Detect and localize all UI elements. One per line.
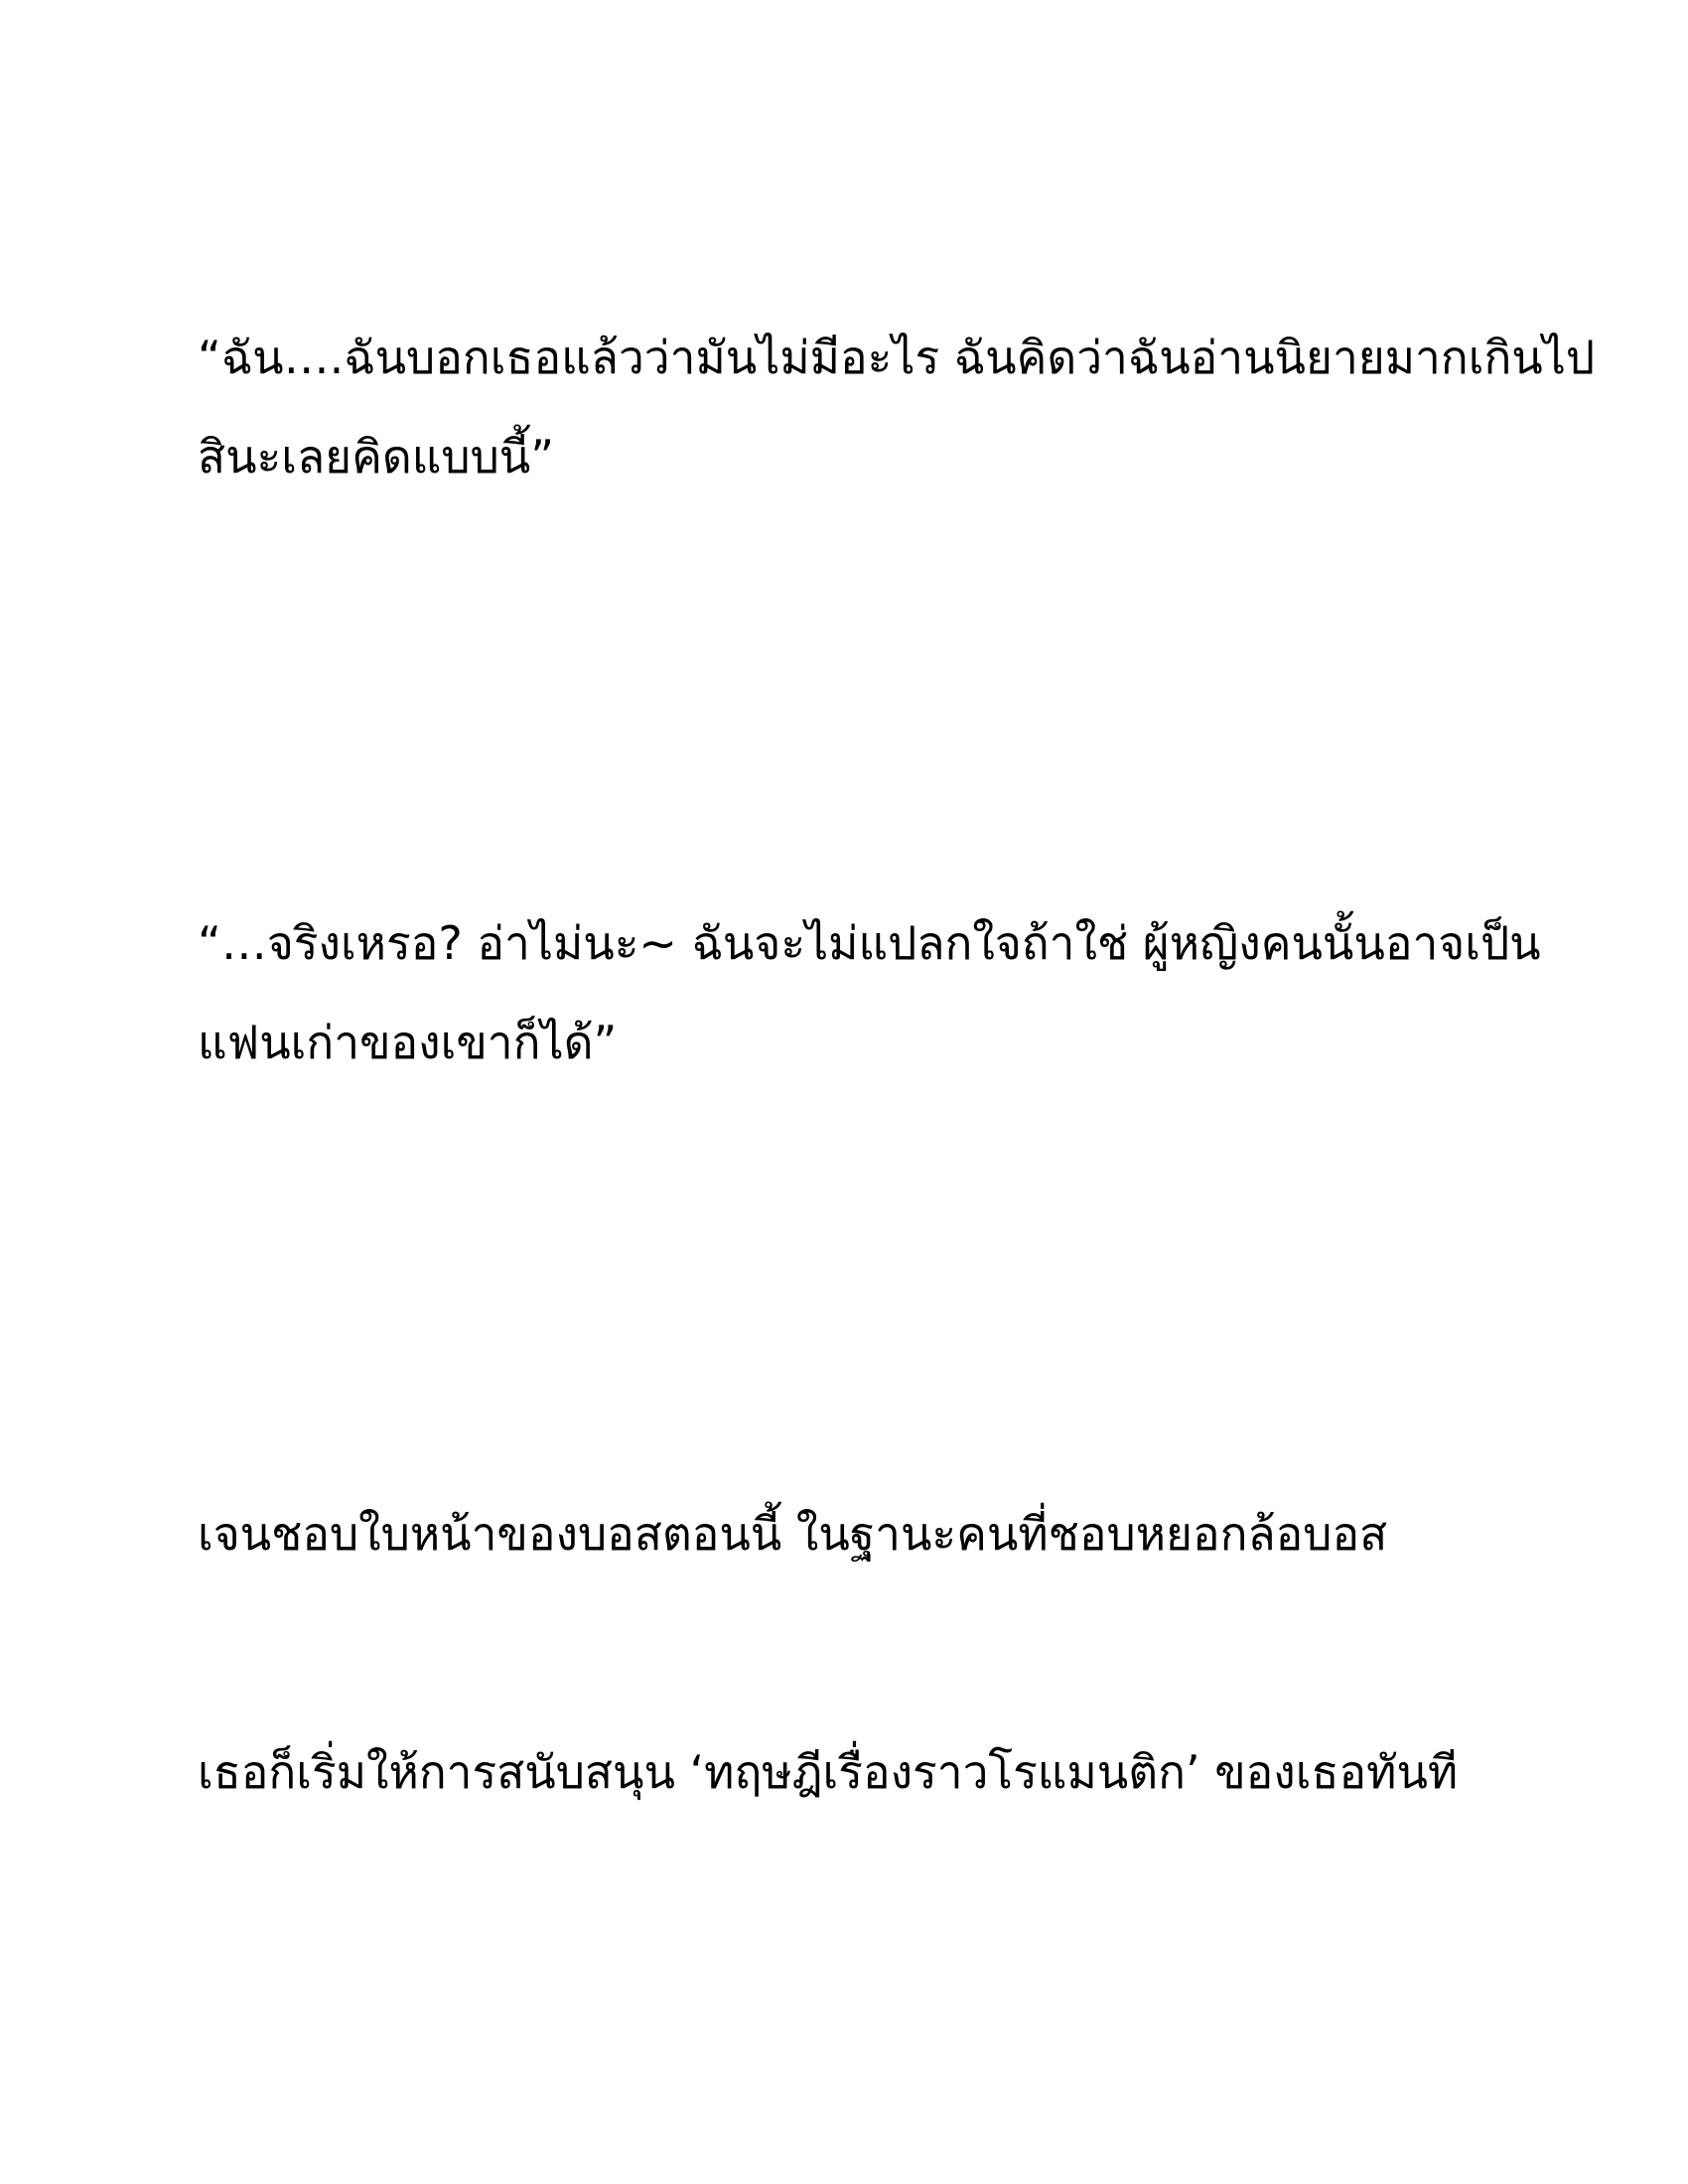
paragraph-1-line-2: สินะเลยคิดแบบนี้” [198, 430, 555, 483]
paragraph-1-line-1: “ฉัน….ฉันบอกเธอแล้วว่ามันไม่มีอะไร ฉันคิดว่าฉันอ่านนิยายมากเกินไป [198, 331, 1596, 384]
paragraph-2-line-2: แฟนเก่าของเขาก็ได้” [198, 1016, 618, 1069]
paragraph-3-line-1: เจนชอบใบหน้าของบอสตอนนี้ ในฐานะคนที่ชอบหยอกล้อบอส [198, 1507, 1388, 1561]
paragraph-2-line-1: “…จริงเหรอ? อ่าไม่นะ~ ฉันจะไม่แปลกใจถ้าใช่ ผู้หญิงคนนั้นอาจเป็น [198, 916, 1541, 970]
paragraph-4-line-1: เธอก็เริ่มให้การสนับสนุน ‘ทฤษฎีเรื่องราวโรแมนติก’ ของเธอทันที [198, 1745, 1459, 1799]
